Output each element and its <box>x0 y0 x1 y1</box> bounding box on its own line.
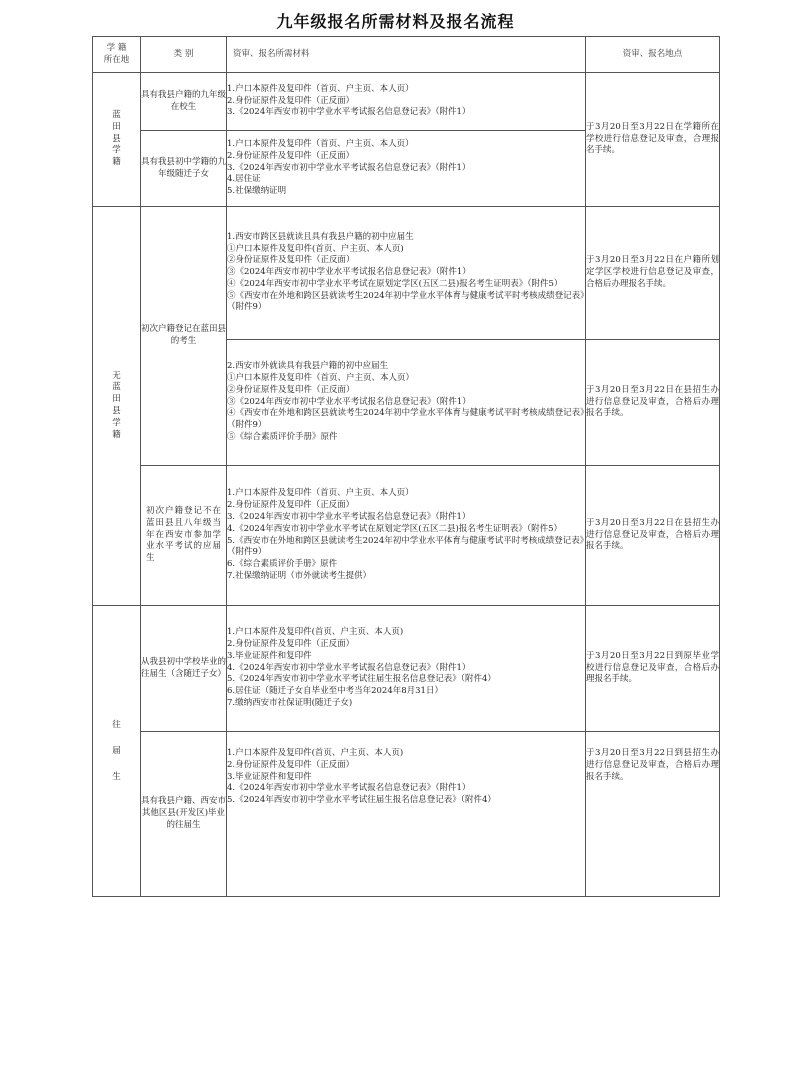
header-location-line1: 学 籍 <box>106 42 127 53</box>
place-cell: 于3月20日至3月22日在县招生办进行信息登记及审查，合格后办理报名手续。 <box>586 466 720 606</box>
header-materials: 资审、报名所需材料 <box>227 37 586 73</box>
category-cell: 具有我县户籍、西安市其他区县(开发区)毕业的往届生 <box>141 732 227 897</box>
materials-table <box>92 36 720 897</box>
category-cell: 初次户籍登记在蓝田县的考生 <box>141 207 227 466</box>
category-cell: 具有我县初中学籍的九年级随迁子女 <box>141 131 227 207</box>
materials-cell: 1.户口本原件及复印件(首页、户主页、本人页) 2.身份证原件及复印件（正反面） 3.毕业证原件和复印件 4.《2024年西安市初中学业水平考试报名信息登记表》（附件1） 5.《2024年西安市初中学业水平考试往届生报名信息登记表》（附件4） <box>227 732 586 897</box>
place-cell: 于3月20日至3月22日在学籍所在学校进行信息登记及审查，合理报名手续。 <box>586 73 720 207</box>
materials-cell: 1.户口本原件及复印件(首页、户主页、本人页) 2.身份证原件及复印件（正反面） 3.毕业证原件和复印件 4.《2024年西安市初中学业水平考试报名信息登记表》（附件1） 5.《2024年西安市初中学业水平考试往届生报名信息登记表》（附件4） 6.居住证（随迁子女自毕业至中考当年2024年8月31日） 7.缴纳西安市社保证明(随迁子女) <box>227 606 586 732</box>
table-row <box>93 73 720 131</box>
place-cell: 于3月20日至3月22日在县招生办进行信息登记及审查，合格后办理报名手续。 <box>586 340 720 466</box>
page-title: 九年级报名所需材料及报名流程 <box>276 12 515 31</box>
location-cell-non-lantian: 无 蓝 田 县 学 籍 <box>93 207 141 606</box>
header-place: 资审、报名地点 <box>586 37 720 73</box>
materials-cell: 1.西安市跨区县就读且具有我县户籍的初中应届生 ①户口本原件及复印件(首页、户主页、本人页) ②身份证原件及复印件（正反面） ③《2024年西安市初中学业水平考试报名信息登记表》（附件1） ④《2024年西安市初中学业水平考试在原划定学区(五区二县)报名考生证明表》（附件5） ⑤《西安市在外地和跨区县就读考生2024年初中学业水平体育与健康考试平时考核成绩登记表》（附件9） <box>227 207 586 340</box>
table-row <box>93 606 720 732</box>
place-cell: 于3月20日至3月22日在户籍所划定学区学校进行信息登记及审查，合格后办理报名手续。 <box>586 207 720 340</box>
materials-cell: 1.户口本原件及复印件（首页、户主页、本人页） 2.身份证原件及复印件（正反面） 3.《2024年西安市初中学业水平考试报名信息登记表》（附件1） 4.居住证 5.社保缴纳证明 <box>227 131 586 207</box>
table-row <box>93 207 720 340</box>
materials-cell: 2.西安市外就读具有我县户籍的初中应届生 ①户口本原件及复印件（首页、户主页、本人页） ②身份证原件及复印件（正反面） ③《2024年西安市初中学业水平考试报名信息登记表》（附件1） ④《西安市在外地和跨区县就读考生2024年初中学业水平体育与健康考试平时考核成绩登记表》（附件9） ⑤《综合素质评价手册》原件 <box>227 340 586 466</box>
header-location-line2: 所在地 <box>103 54 130 65</box>
place-cell: 于3月20日至3月22日到县招生办进行信息登记及审查，合格后办理报名手续。 <box>586 732 720 897</box>
table-row <box>93 466 720 606</box>
category-cell: 从我县初中学校毕业的往届生（含随迁子女） <box>141 606 227 732</box>
materials-cell: 1.户口本原件及复印件（首页、户主页、本人页） 2.身份证原件及复印件（正反面） 3.《2024年西安市初中学业水平考试报名信息登记表》（附件1） 4.《2024年西安市初中学业水平考试在原划定学区(五区二县)报名考生证明表》（附件5） 5.《西安市在外地和跨区县就读考生2024年初中学业水平体育与健康考试平时考核成绩登记表》（附件9） 6.《综合素质评价手册》原件 7.社保缴纳证明（市外就读考生提供） <box>227 466 586 606</box>
place-cell: 于3月20日至3月22日到原毕业学校进行信息登记及审查，合格后办理报名手续。 <box>586 606 720 732</box>
table-header-row <box>93 37 720 73</box>
materials-cell: 1.户口本原件及复印件（首页、户主页、本人页） 2.身份证原件及复印件（正反面） 3.《2024年西安市初中学业水平考试报名信息登记表》（附件1） <box>227 73 586 131</box>
location-cell-lantian: 蓝 田 县 学 籍 <box>93 73 141 207</box>
category-cell: 初次户籍登记不在蓝田县且八年级当年在西安市参加学业水平考试的应届生 <box>141 466 227 606</box>
header-location <box>93 37 141 73</box>
location-cell-former-graduates: 往 届 生 <box>93 606 141 897</box>
header-category: 类 别 <box>141 37 227 73</box>
table-row <box>93 732 720 897</box>
category-cell: 具有我县户籍的九年级在校生 <box>141 73 227 131</box>
